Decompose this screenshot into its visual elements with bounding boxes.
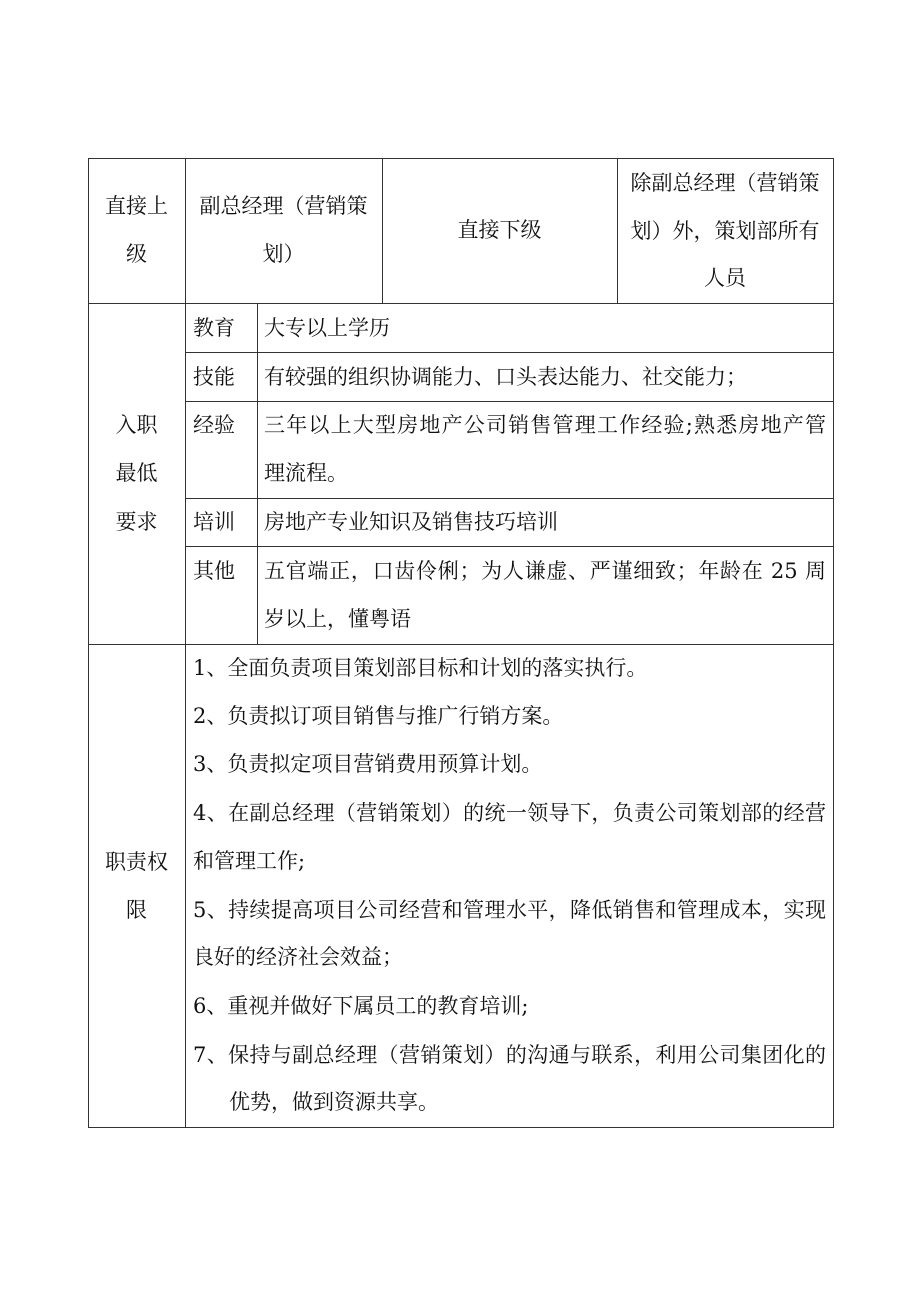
table-border [88, 158, 834, 159]
req-value-skills: 有较强的组织协调能力、口头表达能力、社交能力； [264, 365, 747, 389]
duty-line: 7、保持与副总经理（营销策划）的沟通与联系，利用公司集团化的 [193, 1043, 826, 1067]
superior-label: 级 [126, 242, 147, 266]
table-border [257, 303, 258, 644]
table-border [185, 158, 186, 1128]
subordinate-value: 除副总经理（营销策 [630, 171, 820, 195]
table-border [88, 303, 834, 304]
req-value-experience: 理流程。 [264, 461, 348, 485]
requirements-label: 入职 [115, 413, 158, 437]
req-value-training: 房地产专业知识及销售技巧培训 [264, 510, 558, 534]
req-name-skills: 技能 [193, 365, 235, 389]
req-value-other: 岁以上，懂粤语 [264, 607, 411, 631]
requirements-label: 最低 [115, 461, 158, 485]
req-value-experience: 三年以上大型房地产公司销售管理工作经验;熟悉房地产管 [264, 413, 826, 437]
duty-line: 和管理工作; [193, 849, 306, 873]
subordinate-value: 划）外，策划部所有 [630, 219, 820, 243]
table-border [88, 158, 89, 1128]
duty-line: 良好的经济社会效益； [193, 945, 403, 969]
duty-line: 5、持续提高项目公司经营和管理水平，降低销售和管理成本，实现 [193, 898, 826, 922]
superior-value: 副总经理（营销策 [199, 194, 368, 218]
table-border [88, 644, 834, 645]
duty-line: 6、重视并做好下属员工的教育培训; [193, 994, 529, 1018]
superior-label: 直接上 [105, 194, 168, 218]
subordinate-value: 人员 [704, 266, 746, 290]
duty-line: 2、负责拟订项目销售与推广行销方案。 [193, 704, 564, 728]
table-border [185, 546, 834, 547]
duty-line: 4、在副总经理（营销策划）的统一领导下，负责公司策划部的经营 [193, 801, 826, 825]
req-value-other: 五官端正，口齿伶俐；为人谦虚、严谨细致；年龄在 25 周 [264, 559, 826, 583]
duty-line: 1、全面负责项目策划部目标和计划的落实执行。 [193, 656, 648, 680]
req-name-training: 培训 [193, 510, 235, 534]
req-name-education: 教育 [193, 316, 235, 340]
table-border [185, 352, 834, 353]
table-border [185, 498, 834, 499]
req-value-education: 大专以上学历 [264, 316, 390, 340]
table-border [833, 158, 834, 1128]
duties-label: 限 [126, 898, 147, 922]
duties-label: 职责权 [105, 850, 168, 874]
req-name-experience: 经验 [193, 413, 235, 437]
table-border [185, 401, 834, 402]
table-border [88, 1127, 834, 1128]
superior-value: 划） [262, 242, 305, 266]
subordinate-label: 直接下级 [457, 218, 542, 242]
req-name-other: 其他 [193, 559, 235, 583]
duty-line: 优势，做到资源共享。 [229, 1090, 439, 1114]
requirements-label: 要求 [115, 510, 158, 534]
duty-line: 3、负责拟定项目营销费用预算计划。 [193, 752, 543, 776]
